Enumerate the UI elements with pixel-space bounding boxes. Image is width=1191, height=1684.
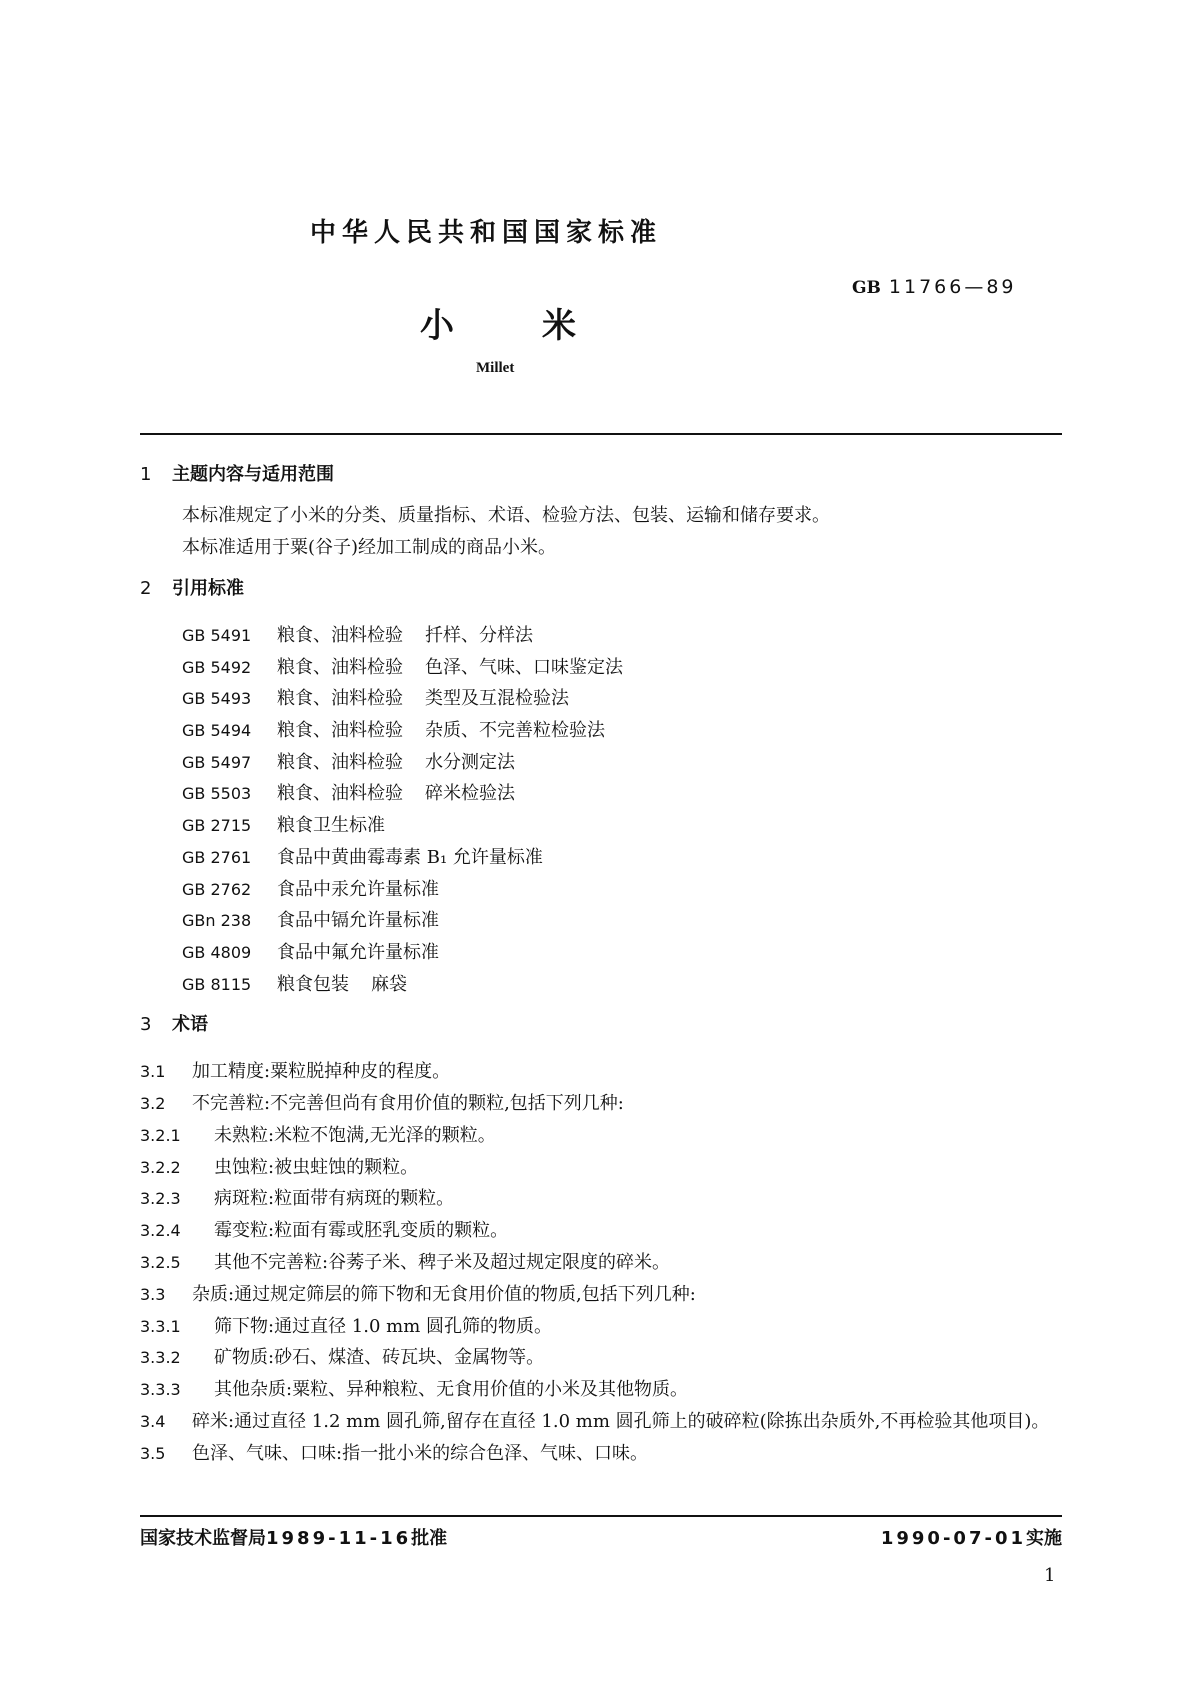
reference-code: GB 2715 — [182, 816, 252, 836]
term-text: 其他杂质:粟粒、异种粮粒、无食用价值的小米及其他物质。 — [214, 1379, 689, 1401]
term-number: 3.2.4 — [140, 1221, 181, 1241]
term-number: 3.4 — [140, 1412, 166, 1432]
reference-code: GB 5491 — [182, 626, 252, 645]
reference-code: GB 5493 — [182, 689, 252, 709]
reference-title: 粮食、油料检验 — [277, 656, 403, 678]
reference-list — [140, 620, 1062, 1000]
bottom-divider — [140, 1515, 1062, 1517]
term-item — [140, 1120, 1062, 1152]
reference-title: 粮食、油料检验 — [277, 625, 403, 646]
term-text: 虫蚀粒:被虫蛀蚀的颗粒。 — [214, 1156, 419, 1178]
term-text: 矿物质:砂石、煤渣、砖瓦块、金属物等。 — [214, 1347, 545, 1369]
paragraph: 本标准适用于粟(谷子)经加工制成的商品小米。 — [182, 537, 557, 558]
term-number: 3.2.3 — [140, 1189, 181, 1209]
reference-title: 粮食包装 — [277, 973, 349, 995]
section-number: 2 — [140, 578, 152, 599]
term-text: 其他不完善粒:谷莠子米、稗子米及超过规定限度的碎米。 — [214, 1252, 671, 1274]
effective-label: 实施 — [1026, 1528, 1062, 1549]
term-number: 3.3.2 — [140, 1348, 181, 1368]
term-item — [140, 1311, 1062, 1343]
term-item — [140, 1183, 1062, 1215]
reference-title: 粮食、油料检验 — [277, 783, 403, 805]
reference-title: 粮食、油料检验 — [277, 720, 403, 742]
term-item — [140, 1215, 1062, 1247]
document-body — [140, 458, 1062, 1470]
paragraph: 本标准规定了小米的分类、质量指标、术语、检验方法、包装、运输和储存要求。 — [182, 505, 830, 526]
reference-code: GB 5497 — [182, 752, 252, 772]
term-number: 3.1 — [140, 1062, 166, 1082]
title-char-2: 米 — [542, 306, 576, 346]
reference-code: GBn 238 — [182, 911, 252, 931]
term-item — [140, 1152, 1062, 1184]
reference-item — [182, 778, 1062, 810]
reference-item — [182, 937, 1062, 969]
term-item — [140, 1438, 1062, 1470]
page-number: 1 — [1044, 1565, 1056, 1586]
top-divider — [140, 433, 1062, 435]
national-standard-heading: 中华人民共和国国家标准 — [310, 218, 663, 248]
approval-info — [140, 1524, 447, 1550]
term-number: 3.2.5 — [140, 1253, 181, 1273]
term-item — [140, 1279, 1062, 1311]
term-item — [140, 1088, 1062, 1120]
gb-prefix: GB — [852, 278, 881, 298]
term-text: 碎米:通过直径 1.2 mm 圆孔筛,留存在直径 1.0 mm 圆孔筛上的破碎粒(除拣出杂质外,不再检验其他项目)。 — [192, 1411, 1050, 1433]
approval-footer — [140, 1524, 1062, 1556]
reference-code: GB 5494 — [182, 721, 252, 741]
term-text: 不完善粒:不完善但尚有食用价值的颗粒,包括下列几种: — [192, 1093, 624, 1115]
term-text: 杂质:通过规定筛层的筛下物和无食用价值的物质,包括下列几种: — [192, 1283, 696, 1305]
section-title: 术语 — [172, 1014, 208, 1036]
term-item — [140, 1247, 1062, 1279]
section-number: 3 — [140, 1014, 152, 1036]
term-number: 3.5 — [140, 1443, 166, 1463]
reference-item — [182, 652, 1062, 684]
term-item — [140, 1342, 1062, 1374]
reference-item — [182, 874, 1062, 906]
term-number: 3.3.3 — [140, 1380, 181, 1400]
reference-subtitle: 类型及互混检验法 — [425, 688, 569, 710]
reference-code: GB 4809 — [182, 942, 252, 962]
document-title — [420, 298, 576, 347]
reference-item — [182, 969, 1062, 1001]
term-number: 3.3.1 — [140, 1316, 181, 1336]
reference-subtitle: 杂质、不完善粒检验法 — [425, 720, 605, 742]
reference-item — [182, 905, 1062, 937]
effective-info — [881, 1524, 1062, 1550]
reference-item — [182, 715, 1062, 747]
section-1-heading — [140, 458, 1062, 492]
term-number: 3.2.2 — [140, 1157, 181, 1177]
approver: 国家技术监督局 — [140, 1528, 266, 1549]
term-text: 未熟粒:米粒不饱满,无光泽的颗粒。 — [214, 1124, 496, 1146]
term-item — [140, 1406, 1062, 1438]
section-number: 1 — [140, 464, 152, 485]
reference-subtitle: 麻袋 — [371, 973, 407, 995]
reference-code: GB 2762 — [182, 879, 252, 899]
term-text: 色泽、气味、口味:指一批小米的综合色泽、气味、口味。 — [192, 1442, 649, 1464]
reference-title: 粮食、油料检验 — [277, 751, 403, 773]
term-item — [140, 1056, 1062, 1088]
term-text: 霉变粒:粒面有霉或胚乳变质的颗粒。 — [214, 1220, 509, 1242]
section-title: 引用标准 — [172, 578, 244, 599]
reference-code: GB 8115 — [182, 974, 252, 994]
effective-date: 1990-07-01 — [880, 1528, 1026, 1549]
english-title: Millet — [476, 360, 515, 376]
reference-subtitle: 碎米检验法 — [425, 783, 515, 805]
title-char-1: 小 — [420, 306, 454, 346]
reference-code: GB 5492 — [182, 657, 252, 677]
reference-title: 食品中黄曲霉毒素 B₁ 允许量标准 — [277, 846, 543, 868]
reference-item — [182, 810, 1062, 842]
section-2-heading — [140, 572, 1062, 606]
approve-label: 批准 — [411, 1528, 448, 1549]
reference-subtitle: 色泽、气味、口味鉴定法 — [425, 656, 623, 678]
reference-title: 粮食、油料检验 — [277, 688, 403, 710]
reference-item — [182, 683, 1062, 715]
gb-number: 11766—89 — [888, 276, 1017, 298]
approve-date: 1989-11-16 — [266, 1528, 412, 1549]
term-item — [140, 1374, 1062, 1406]
term-text: 加工精度:粟粒脱掉种皮的程度。 — [192, 1061, 451, 1083]
reference-item — [182, 747, 1062, 779]
section-3-heading — [140, 1008, 1062, 1042]
reference-title: 食品中汞允许量标准 — [277, 878, 439, 900]
term-number: 3.2 — [140, 1094, 166, 1114]
term-text: 病斑粒:粒面带有病斑的颗粒。 — [214, 1188, 455, 1210]
reference-title: 食品中氟允许量标准 — [277, 941, 439, 963]
standard-number — [852, 276, 1017, 298]
term-list — [140, 1056, 1062, 1469]
section-title: 主题内容与适用范围 — [172, 464, 334, 485]
term-number: 3.2.1 — [140, 1125, 181, 1145]
reference-code: GB 2761 — [182, 847, 252, 867]
reference-subtitle: 扦样、分样法 — [425, 625, 533, 646]
term-number: 3.3 — [140, 1284, 166, 1304]
reference-title: 粮食卫生标准 — [277, 815, 385, 837]
reference-title: 食品中镉允许量标准 — [277, 910, 439, 932]
term-text: 筛下物:通过直径 1.0 mm 圆孔筛的物质。 — [214, 1315, 552, 1337]
reference-code: GB 5503 — [182, 784, 252, 804]
reference-subtitle: 水分测定法 — [425, 751, 515, 773]
reference-item — [182, 620, 1062, 652]
reference-item — [182, 842, 1062, 874]
